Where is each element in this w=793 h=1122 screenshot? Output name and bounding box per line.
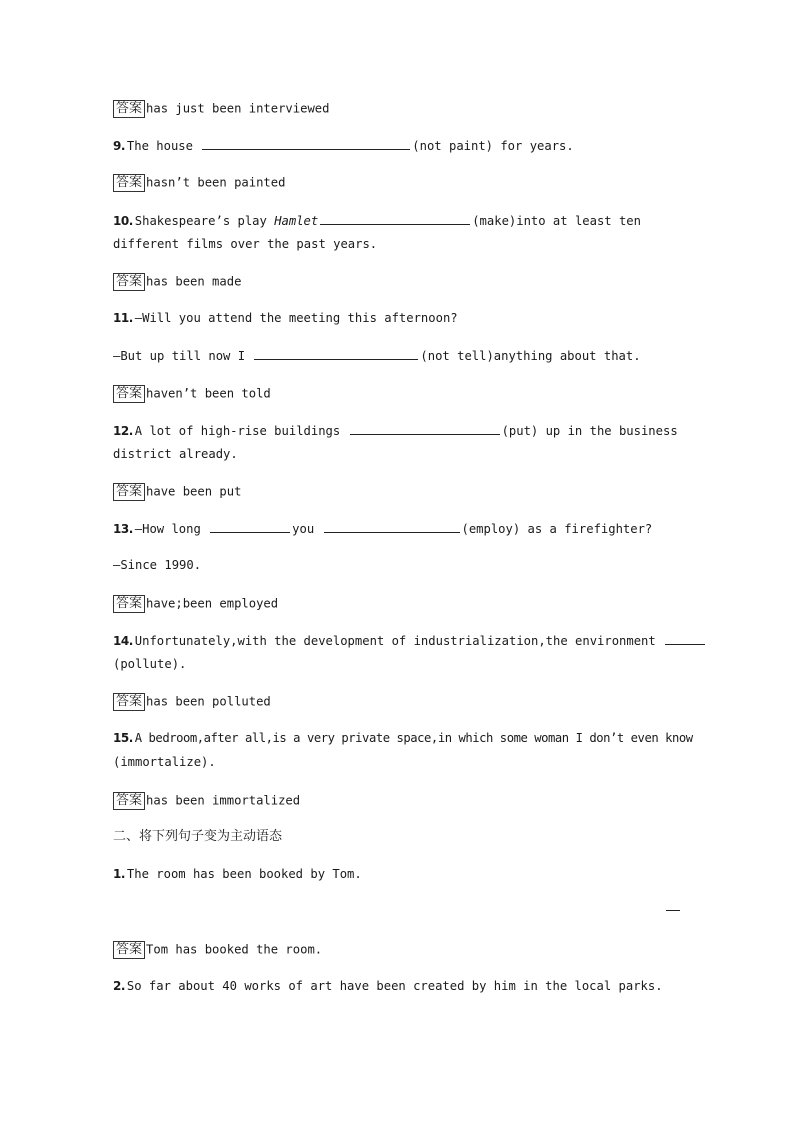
question-text: A bedroom,after all,is a very private space,in which some woman I don’t even know bbox=[134, 731, 693, 745]
answer-row bbox=[113, 385, 271, 403]
answer-text: have been put bbox=[146, 484, 242, 499]
answer-blank bbox=[665, 632, 705, 645]
question-11-line2 bbox=[113, 347, 641, 364]
question-number: 11. bbox=[113, 311, 133, 325]
question-12-line2: district already. bbox=[113, 447, 238, 461]
answer-row bbox=[113, 595, 278, 613]
question-text: Shakespeare’s play bbox=[134, 214, 275, 228]
answer-text: has been made bbox=[146, 274, 242, 289]
question-13 bbox=[113, 520, 652, 537]
question-number: 2. bbox=[113, 979, 125, 993]
answer-text: haven’t been told bbox=[146, 386, 271, 401]
answer-row bbox=[113, 100, 329, 118]
question-12 bbox=[113, 422, 678, 439]
answer-label: 答案 bbox=[113, 693, 145, 711]
question-text: So far about 40 works of art have been created by him in the local parks. bbox=[126, 979, 663, 993]
question-number: 12. bbox=[113, 424, 133, 438]
answer-row bbox=[113, 792, 300, 810]
question-number: 9. bbox=[113, 139, 125, 153]
answer-row bbox=[113, 273, 241, 291]
answer-text: hasn’t been painted bbox=[146, 175, 286, 190]
answer-text: has been immortalized bbox=[146, 793, 301, 808]
answer-label: 答案 bbox=[113, 483, 145, 501]
question-number: 10. bbox=[113, 214, 133, 228]
question-hint: (not paint) for years. bbox=[412, 139, 574, 153]
section2-question-2 bbox=[113, 978, 663, 994]
answer-label: 答案 bbox=[113, 174, 145, 192]
question-11 bbox=[113, 310, 458, 326]
question-10 bbox=[113, 212, 641, 229]
answer-label: 答案 bbox=[113, 385, 145, 403]
answer-text: have;been employed bbox=[146, 596, 279, 611]
question-text: —Will you attend the meeting this afternoon? bbox=[134, 311, 458, 325]
answer-label: 答案 bbox=[113, 595, 145, 613]
question-text: The house bbox=[126, 139, 201, 153]
play-title: Hamlet bbox=[274, 214, 319, 228]
question-15-line2: (immortalize). bbox=[113, 755, 216, 769]
question-hint: (put) up in the business bbox=[501, 424, 678, 438]
question-text: Unfortunately,with the development of industrialization,the environment bbox=[134, 634, 664, 648]
question-number: 13. bbox=[113, 522, 133, 536]
answer-label: 答案 bbox=[113, 792, 145, 810]
question-15 bbox=[113, 730, 693, 746]
question-10-line2: different films over the past years. bbox=[113, 237, 378, 251]
answer-row bbox=[113, 174, 285, 192]
answer-blank bbox=[320, 212, 470, 225]
answer-row bbox=[113, 941, 322, 959]
question-text: —How long bbox=[134, 522, 209, 536]
answer-label: 答案 bbox=[113, 100, 145, 118]
section2-question-1 bbox=[113, 866, 362, 882]
answer-text: has been polluted bbox=[146, 694, 271, 709]
question-text: you bbox=[292, 522, 322, 536]
question-14-line2: (pollute). bbox=[113, 657, 187, 671]
answer-text: Tom has booked the room. bbox=[146, 942, 323, 957]
answer-blank bbox=[324, 520, 460, 533]
question-9 bbox=[113, 137, 574, 154]
answer-blank bbox=[210, 520, 290, 533]
question-text: —But up till now I bbox=[113, 349, 253, 363]
question-number: 1. bbox=[113, 867, 125, 881]
question-13-line2: —Since 1990. bbox=[113, 558, 202, 572]
answer-text: has just been interviewed bbox=[146, 101, 330, 116]
answer-blank bbox=[254, 347, 418, 360]
question-number: 14. bbox=[113, 634, 133, 648]
answer-row bbox=[113, 483, 241, 501]
section-heading: 二、将下列句子变为主动语态 bbox=[113, 829, 283, 844]
answer-label: 答案 bbox=[113, 273, 145, 291]
answer-line bbox=[666, 910, 680, 911]
question-14 bbox=[113, 632, 707, 649]
question-hint: (not tell)anything about that. bbox=[420, 349, 641, 363]
question-number: 15. bbox=[113, 731, 133, 745]
answer-row bbox=[113, 693, 271, 711]
answer-blank bbox=[202, 137, 410, 150]
answer-blank bbox=[350, 422, 500, 435]
question-hint: (make)into at least ten bbox=[472, 214, 641, 228]
question-text: A lot of high-rise buildings bbox=[134, 424, 348, 438]
question-hint: (employ) as a firefighter? bbox=[461, 522, 653, 536]
answer-label: 答案 bbox=[113, 941, 145, 959]
question-text: The room has been booked by Tom. bbox=[126, 867, 362, 881]
